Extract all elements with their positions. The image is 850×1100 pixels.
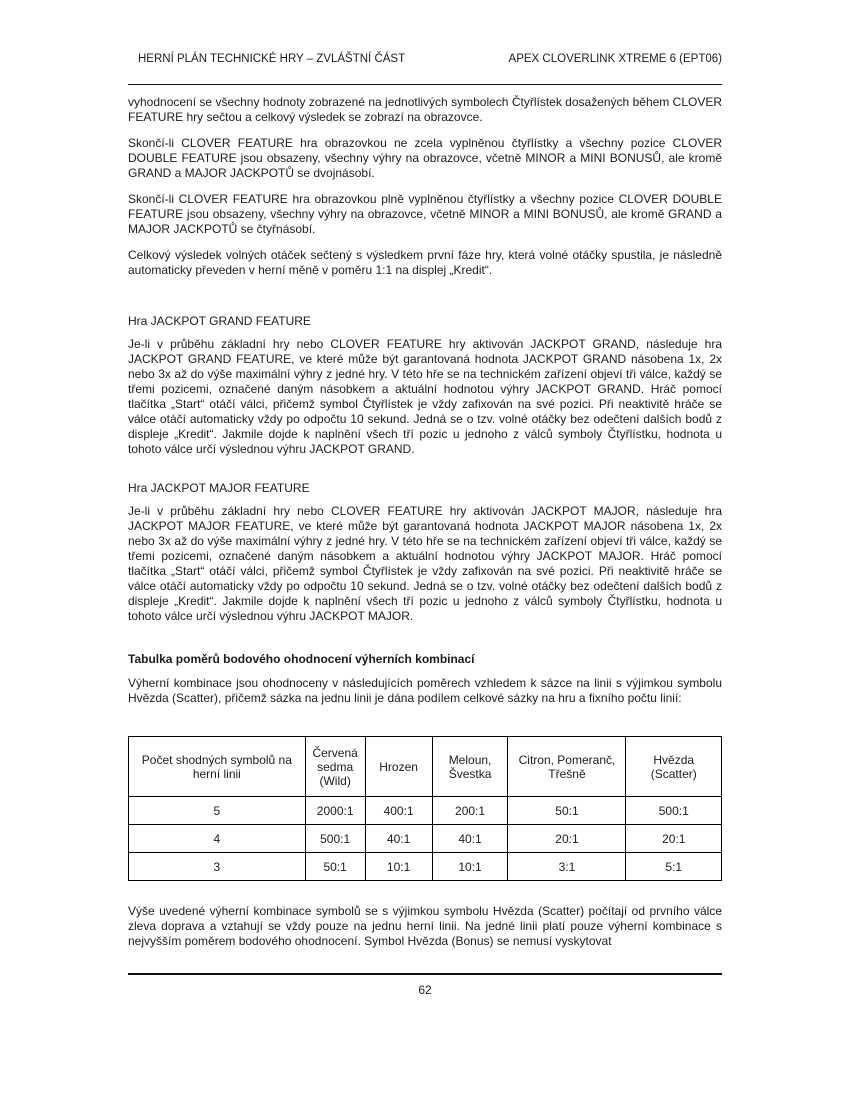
payout-cell: 500:1 [626,797,722,825]
heading-payout-table: Tabulka poměrů bodového ohodnocení výherních kombinací [128,652,475,666]
payout-cell: 200:1 [432,797,508,825]
payout-cell: 20:1 [508,825,626,853]
col-citrus-cherry: Citron, Pomeranč, Třešně [508,737,626,797]
header-rule [128,84,722,85]
payout-cell: 3 [129,853,306,881]
table-row [129,853,722,881]
payout-cell: 40:1 [432,825,508,853]
col-star-scatter: Hvězda (Scatter) [626,737,722,797]
paragraph-jackpot-major: Je-li v průběhu základní hry nebo CLOVER FEATURE hry aktivován JACKPOT MAJOR, následuje hra JACKPOT MAJOR FEATURE, ve které může být garantovaná hodnota JACKPOT MAJOR násobena 1x, 2x nebo 3x až do výše maximální výhry z jedné hry. V této hře se na technickém zařízení objeví tři válce, každý se třemi pozicemi, označené daným násobkem a aktuální hodnotou výhry JACKPOT MAJOR. Hráč pomocí tlačítka „Start“ otáčí válci, přičemž symbol Čtyřlístek je vždy zafixován na své pozici. Při neaktivitě hráče se válce otáčí automaticky vždy po odpočtu 10 sekund. Jedná se o tzv. volné otáčky bez odečtení dalších bodů z displeje „Kredit“. Jakmile dojde k naplnění všech tří pozic u jednoho z válců symboly Čtyřlístku, hodnota u tohoto válce určí výslednou výhru JACKPOT MAJOR. [128,504,722,623]
payout-cell: 500:1 [305,825,365,853]
table-row [129,825,722,853]
paragraph-quadruple-feature: Skončí-li CLOVER FEATURE hra obrazovkou plně vyplněnou čtyřlístky a všechny pozice CLOVER DOUBLE FEATURE jsou obsazeny, všechny výhry na obrazovce, včetně MINOR a MINI BONUSŮ, ale kromě GRAND a MAJOR JACKPOTŮ se čtyřnásobí. [128,192,722,236]
table-row [129,797,722,825]
paragraph-evaluation: vyhodnocení se všechny hodnoty zobrazené na jednotlivých symbolech Čtyřlístek dosažených během CLOVER FEATURE hry sečtou a celkový výsledek se zobrazí na obrazovce. [128,95,722,124]
page-number: 62 [418,983,432,997]
payout-cell: 4 [129,825,306,853]
col-grape: Hrozen [365,737,432,797]
payout-cell: 3:1 [508,853,626,881]
payout-table [128,736,722,881]
header-product: APEX CLOVERLINK XTREME 6 (EPT06) [508,53,722,65]
payout-cell: 2000:1 [305,797,365,825]
paragraph-jackpot-grand: Je-li v průběhu základní hry nebo CLOVER FEATURE hry aktivován JACKPOT GRAND, následuje hra JACKPOT GRAND FEATURE, ve které může být garantovaná hodnota JACKPOT GRAND násobena 1x, 2x nebo 3x až do výše maximální výhry z jedné hry. V této hře se na technickém zařízení objeví tři válce, každý se třemi pozicemi, označené daným násobkem a aktuální hodnotou výhry JACKPOT GRAND. Hráč pomocí tlačítka „Start“ otáčí válci, přičemž symbol Čtyřlístek je vždy zafixován na své pozici. Při neaktivitě hráče se válce otáčí automaticky vždy po odpočtu 10 sekund. Jedná se o tzv. volné otáčky bez odečtení dalších bodů z displeje „Kredit“. Jakmile dojde k naplnění všech tří pozic u jednoho z válců symboly Čtyřlístku, hodnota u tohoto válce určí výslednou výhru JACKPOT GRAND. [128,337,722,456]
payout-cell: 50:1 [305,853,365,881]
payout-cell: 20:1 [626,825,722,853]
paragraph-closing: Výše uvedené výherní kombinace symbolů se s výjimkou symbolu Hvězda (Scatter) počítají od prvního válce zleva doprava a vztahují se vždy pouze na jednu herní linii. Na jedné linii platí pouze výherní kombinace s nejvyšším poměrem bodového ohodnocení. Symbol Hvězda (Bonus) se nemusí vyskytovat [128,904,722,948]
document-page [128,0,722,949]
page-header [128,0,722,66]
paragraph-table-intro: Výherní kombinace jsou ohodnoceny v následujících poměrech vzhledem k sázce na linii s výjimkou symbolu Hvězda (Scatter), přičemž sázka na jednu linii je dána podílem celkové sázky na hru a fixního počtu linií: [128,676,722,705]
paragraph-credit-transfer: Celkový výsledek volných otáček sečtený s výsledkem první fáze hry, která volné otáčky spustila, je následně automaticky převeden v herní měně v poměru 1:1 na displej „Kredit“. [128,248,722,277]
col-symbols-count: Počet shodných symbolů na herní linii [129,737,306,797]
table-header-row [129,737,722,797]
payout-cell: 400:1 [365,797,432,825]
payout-cell: 5 [129,797,306,825]
payout-cell: 40:1 [365,825,432,853]
payout-cell: 10:1 [432,853,508,881]
heading-jackpot-grand: Hra JACKPOT GRAND FEATURE [128,314,311,328]
footer-rule [128,973,722,975]
payout-cell: 50:1 [508,797,626,825]
payout-cell: 5:1 [626,853,722,881]
heading-jackpot-major: Hra JACKPOT MAJOR FEATURE [128,481,310,495]
col-red-seven-wild: Červená sedma (Wild) [305,737,365,797]
header-title: HERNÍ PLÁN TECHNICKÉ HRY – ZVLÁŠTNÍ ČÁST [138,53,406,65]
payout-cell: 10:1 [365,853,432,881]
col-melon-plum: Meloun, Švestka [432,737,508,797]
paragraph-double-feature: Skončí-li CLOVER FEATURE hra obrazovkou ne zcela vyplněnou čtyřlístky a všechny pozice CLOVER DOUBLE FEATURE jsou obsazeny, všechny výhry na obrazovce, včetně MINOR a MINI BONUSŮ, ale kromě GRAND a MAJOR JACKPOTŮ se dvojnásobí. [128,136,722,180]
